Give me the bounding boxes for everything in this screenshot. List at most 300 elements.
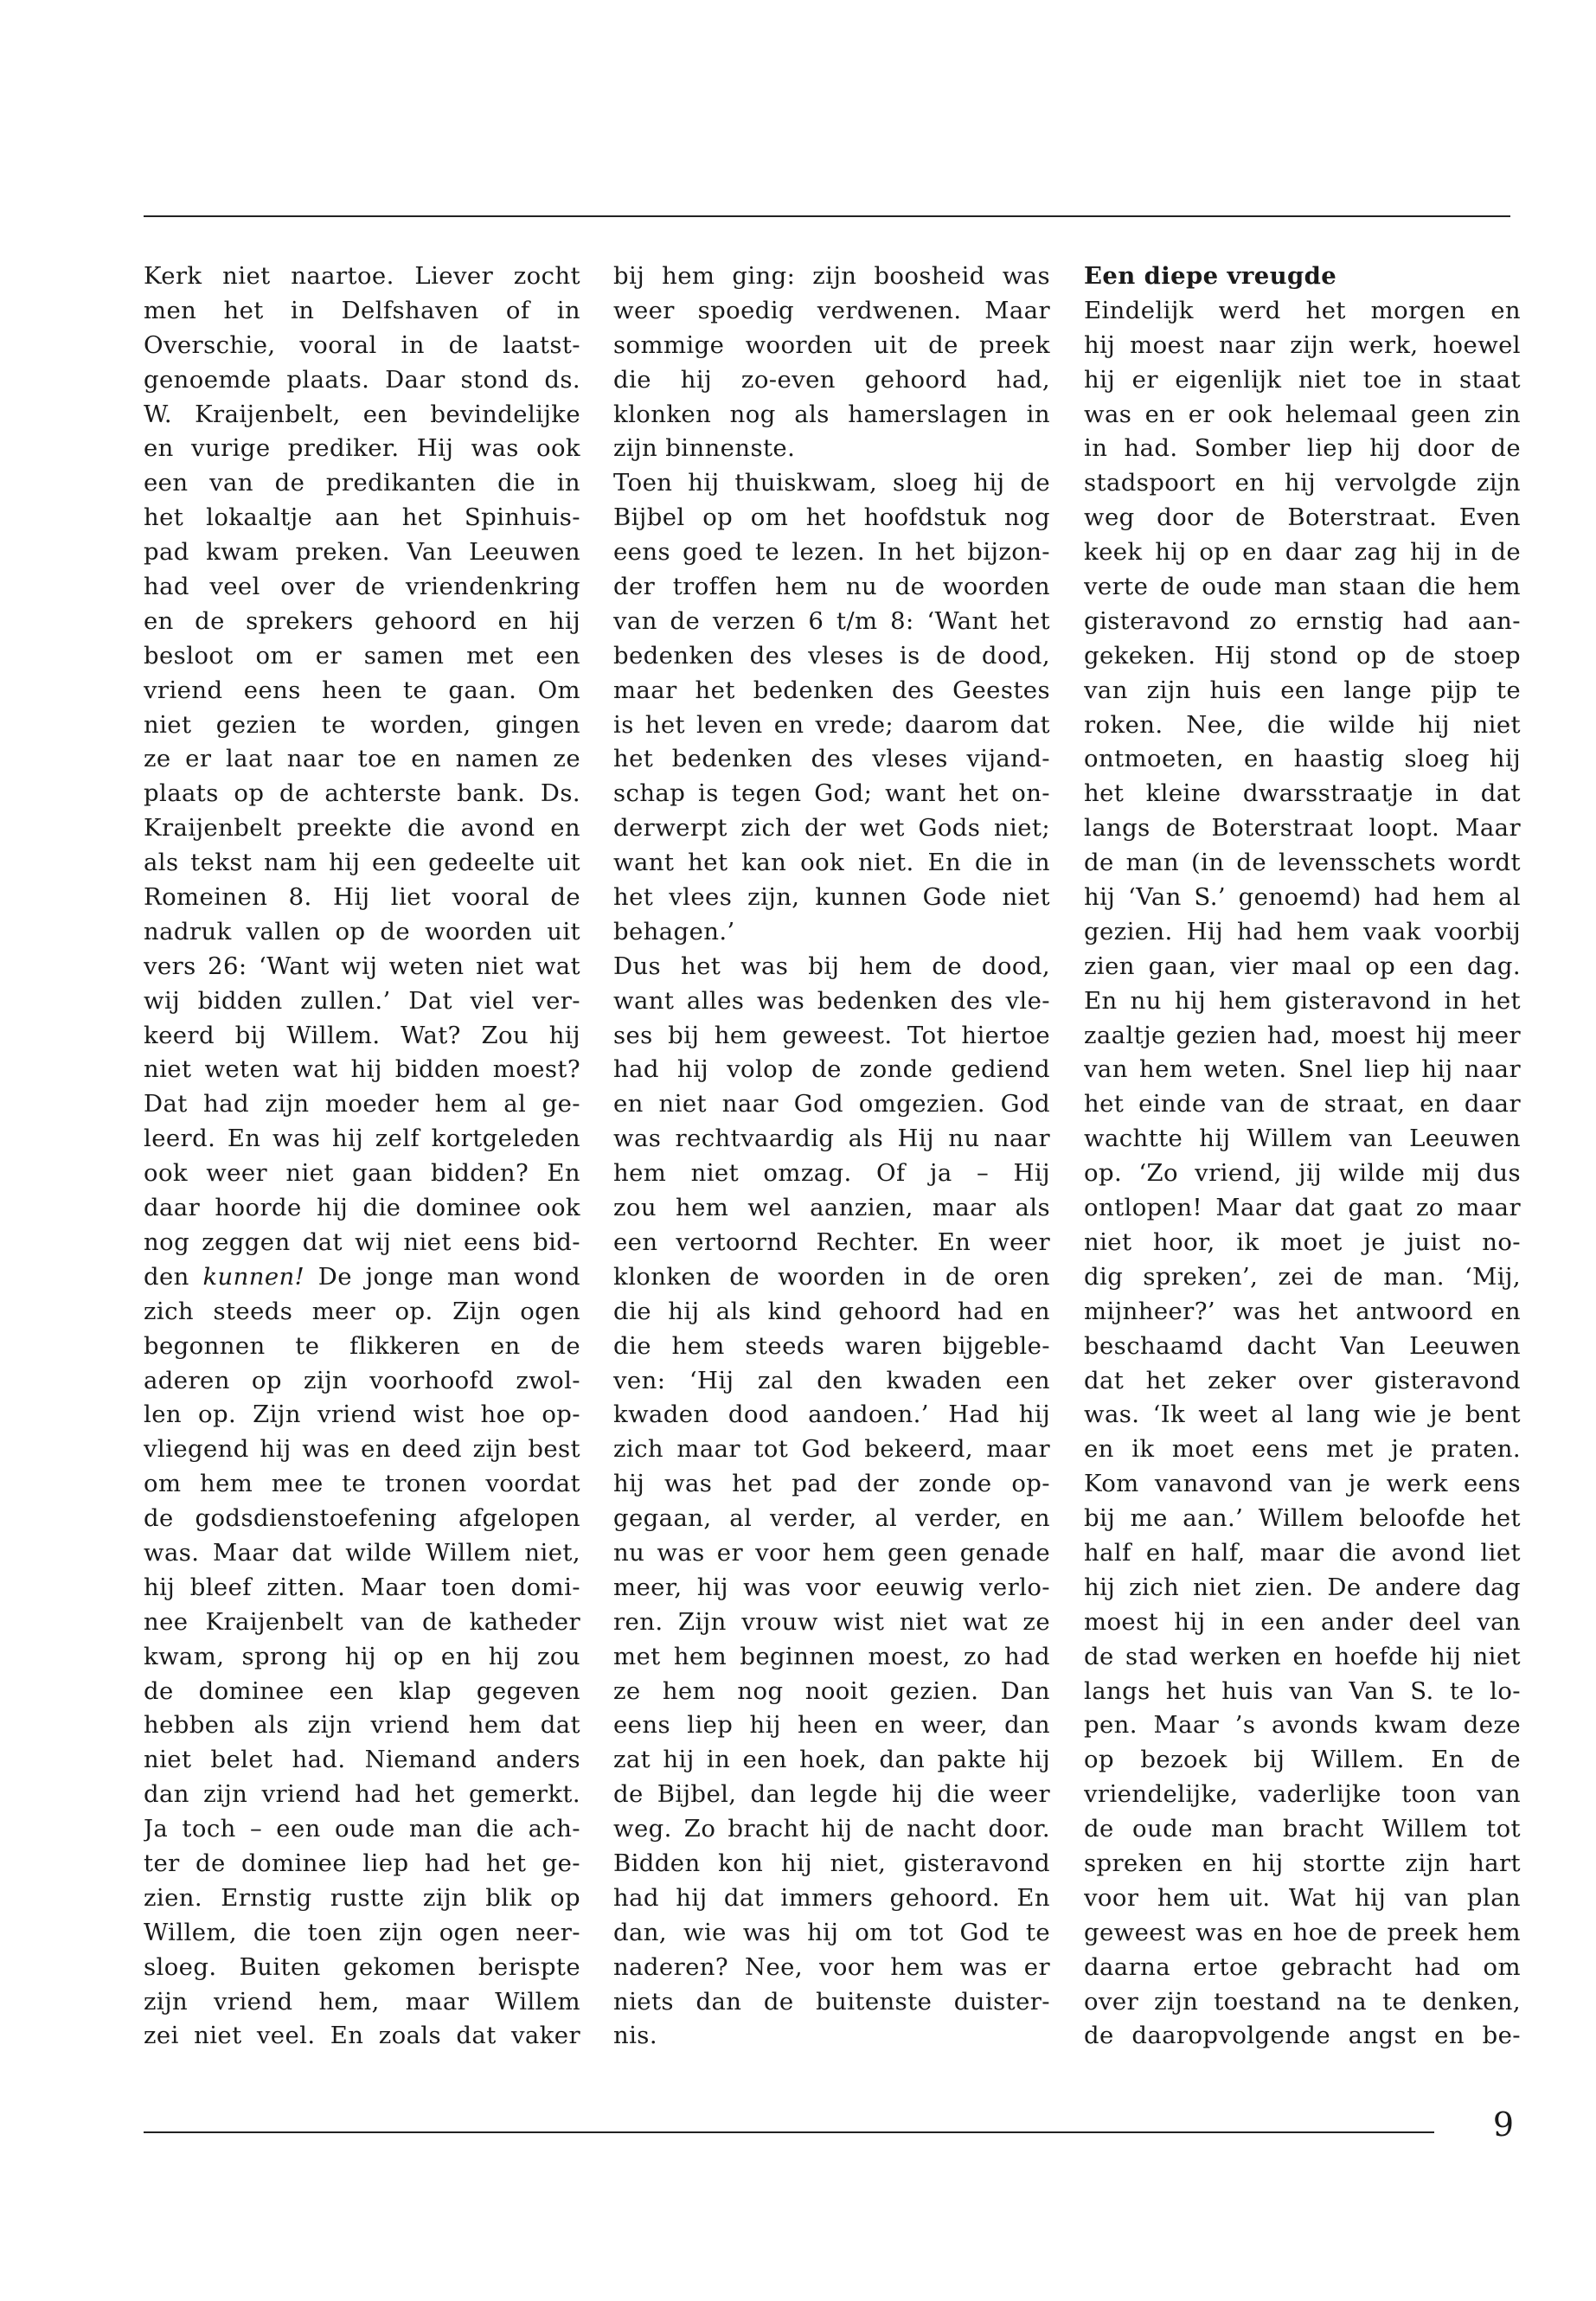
text-run: begonnen te flikkeren en de [144, 1331, 580, 1360]
text-run: hebben als zijn vriend hem dat [144, 1711, 580, 1740]
text-run: nu was er voor hem geen genade [613, 1538, 1050, 1567]
text-line [613, 1951, 1050, 1985]
text-run: hij ‘Van S.’ genoemd) had hem al [1084, 883, 1521, 912]
text-run: want het kan ook niet. En die in [613, 849, 1050, 877]
text-line [613, 1985, 1050, 2020]
text-line [144, 1295, 580, 1330]
text-run: zich maar tot God bekeerd, maar [613, 1435, 1050, 1464]
text-line [613, 1467, 1050, 1502]
text-line [1084, 1019, 1521, 1054]
text-run: gegaan, al verder, al verder, en [613, 1504, 1050, 1533]
text-line [613, 1778, 1050, 1812]
text-run: de godsdienstoefening afgelopen [144, 1504, 580, 1533]
text-line [613, 915, 1050, 950]
text-line [613, 1433, 1050, 1467]
text-line [613, 260, 1050, 294]
text-run: was rechtvaardig als Hij nu naar [613, 1125, 1050, 1153]
text-run: weg. Zo bracht hij de nacht door. [613, 1815, 1050, 1843]
text-run: klonken de woorden in de oren [613, 1262, 1050, 1291]
text-line [1084, 1812, 1521, 1847]
text-run: ontlopen! Maar dat gaat zo maar [1084, 1194, 1521, 1222]
text-line [1084, 811, 1521, 846]
text-run: dat het zeker over gisteravond [1084, 1366, 1521, 1394]
text-line [144, 466, 580, 501]
text-line [1084, 1571, 1521, 1606]
text-line [613, 466, 1050, 501]
text-line [613, 1571, 1050, 1606]
text-run: leerd. En was hij zelf kortgeleden [144, 1125, 580, 1153]
text-line [1084, 1675, 1521, 1709]
text-line [1084, 674, 1521, 708]
text-line [613, 2019, 1050, 2054]
text-line [613, 398, 1050, 433]
text-line [1084, 1743, 1521, 1778]
text-run: der troffen hem nu de woorden [613, 573, 1050, 601]
text-line [144, 1571, 580, 1606]
text-run: derwerpt zich der wet Gods niet; [613, 814, 1050, 843]
text-run: op bezoek bij Willem. En de [1084, 1746, 1521, 1774]
text-run: ontmoeten, en haastig sloeg hij [1084, 745, 1521, 773]
text-line [144, 1364, 580, 1399]
text-line [1084, 398, 1521, 433]
text-line [144, 2019, 580, 2054]
text-line [1084, 1122, 1521, 1157]
text-line [144, 1640, 580, 1675]
text-run: vers 26: ‘Want wij weten niet wat [144, 952, 580, 980]
text-run: len op. Zijn vriend wist hoe op- [144, 1400, 580, 1429]
text-line [144, 294, 580, 329]
top-rule [144, 215, 1510, 217]
text-run: kwaden dood aandoen.’ Had hij [613, 1400, 1050, 1429]
text-run: vriend eens heen te gaan. Om [144, 676, 580, 704]
text-run: Toen hij thuiskwam, sloeg hij de [613, 469, 1050, 497]
text-run: ter de dominee liep had het ge- [144, 1849, 580, 1877]
text-run: eens liep hij heen en weer, dan [613, 1711, 1050, 1740]
text-run: besloot om er samen met een [144, 641, 580, 670]
text-line [1084, 466, 1521, 501]
text-run: bij me aan.’ Willem beloofde het [1084, 1504, 1521, 1533]
text-run: Kerk niet naartoe. Liever zocht [144, 262, 580, 290]
text-run: weg door de Boterstraat. Even [1084, 503, 1521, 532]
text-line [1084, 881, 1521, 915]
text-line [144, 398, 580, 433]
text-run: een vertoornd Rechter. En weer [613, 1227, 1050, 1256]
text-line [144, 777, 580, 811]
text-run: de stad werken en hoefde hij niet [1084, 1642, 1521, 1670]
text-run: Kom vanavond van je werk eens [1084, 1470, 1521, 1498]
text-run: niets dan de buitenste duister- [613, 1987, 1050, 2016]
text-run: Eindelijk werd het morgen en [1084, 296, 1521, 324]
text-run: pen. Maar ’s avonds kwam deze [1084, 1711, 1521, 1740]
text-run: hij bleef zitten. Maar toen domi- [144, 1573, 580, 1601]
text-line [1084, 708, 1521, 743]
text-run: Dat had zijn moeder hem al ge- [144, 1090, 580, 1118]
text-run: vliegend hij was en deed zijn best [144, 1435, 580, 1464]
text-line [1084, 570, 1521, 605]
text-run: voor hem uit. Wat hij van plan [1084, 1883, 1521, 1912]
text-line [613, 1157, 1050, 1191]
text-line [613, 742, 1050, 777]
text-line [1084, 1951, 1521, 1985]
text-run: W. Kraijenbelt, een bevindelijke [144, 400, 580, 428]
text-line [1084, 1708, 1521, 1743]
text-line [144, 1019, 580, 1054]
text-run: hij was het pad der zonde op- [613, 1470, 1050, 1498]
text-line [613, 432, 1050, 466]
text-line [144, 1260, 580, 1295]
text-run: Bijbel op om het hoofdstuk nog [613, 503, 1050, 532]
text-line [144, 984, 580, 1019]
text-line [144, 1606, 580, 1640]
text-line [613, 1260, 1050, 1295]
text-run: was en er ook helemaal geen zin [1084, 400, 1521, 428]
text-run: die hij als kind gehoord had en [613, 1297, 1050, 1325]
text-column-3 [1084, 260, 1521, 2054]
text-line [1084, 1364, 1521, 1399]
text-run: verte de oude man staan die hem [1084, 573, 1521, 601]
text-run: gekeken. Hij stond op de stoep [1084, 641, 1521, 670]
text-line [613, 1708, 1050, 1743]
text-line [1084, 950, 1521, 984]
text-line [1084, 846, 1521, 881]
text-run: niet weten wat hij bidden moest? [144, 1055, 580, 1084]
text-run: niet gezien te worden, gingen [144, 710, 580, 739]
text-line [1084, 1157, 1521, 1191]
text-run: zien. Ernstig rustte zijn blik op [144, 1883, 580, 1912]
text-line [613, 1295, 1050, 1330]
text-run: over zijn toestand na te denken, [1084, 1987, 1521, 2016]
text-run: in had. Somber liep hij door de [1084, 434, 1521, 463]
text-line [613, 501, 1050, 535]
text-line [613, 639, 1050, 674]
text-run: en de sprekers gehoord en hij [144, 606, 580, 635]
text-run: gisteravond zo ernstig had aan- [1084, 606, 1521, 635]
text-line [613, 1536, 1050, 1571]
text-line [1084, 1087, 1521, 1122]
text-run: had veel over de vriendenkring [144, 573, 580, 601]
text-line [1084, 1536, 1521, 1571]
text-line [1084, 1433, 1521, 1467]
text-run: langs het huis van Van S. te lo- [1084, 1676, 1521, 1705]
text-line [613, 1881, 1050, 1916]
text-line [1084, 915, 1521, 950]
text-run: hij moest naar zijn werk, hoewel [1084, 330, 1521, 359]
text-line [613, 1606, 1050, 1640]
text-run: De jonge man wond [304, 1262, 580, 1291]
text-line [144, 1226, 580, 1260]
text-run: op. ‘Zo vriend, jij wilde mij dus [1084, 1159, 1521, 1188]
text-line [613, 605, 1050, 639]
text-run: Ja toch – een oude man die ach- [144, 1815, 580, 1843]
text-run: Dus het was bij hem de dood, [613, 952, 1050, 980]
text-line [1084, 294, 1521, 329]
text-run: de Bijbel, dan legde hij die weer [613, 1780, 1050, 1809]
text-run: wij bidden zullen.’ Dat viel ver- [144, 986, 580, 1015]
text-line [144, 570, 580, 605]
page-number: 9 [1492, 2106, 1514, 2144]
text-run: zat hij in een hoek, dan pakte hij [613, 1746, 1050, 1774]
text-run: dan zijn vriend had het gemerkt. [144, 1780, 580, 1809]
text-line [613, 329, 1050, 363]
text-line [613, 1398, 1050, 1433]
text-line [1084, 1881, 1521, 1916]
text-run: daarna ertoe gebracht had om [1084, 1952, 1521, 1981]
text-line [144, 605, 580, 639]
text-line [1084, 1330, 1521, 1364]
text-line [144, 329, 580, 363]
text-run: nee Kraijenbelt van de katheder [144, 1607, 580, 1636]
text-line [144, 501, 580, 535]
text-run: en niet naar God omgezien. God [613, 1090, 1050, 1118]
text-run: genoemde plaats. Daar stond ds. [144, 365, 580, 394]
text-run: schap is tegen God; want het on- [613, 779, 1050, 808]
text-line [613, 1916, 1050, 1951]
text-line [144, 1847, 580, 1881]
text-run: van hem weten. Snel liep hij naar [1084, 1055, 1521, 1084]
text-line [1084, 1778, 1521, 1812]
text-line [1084, 329, 1521, 363]
text-line [144, 1087, 580, 1122]
text-run: is het leven en vrede; daarom dat [613, 710, 1050, 739]
text-line [613, 294, 1050, 329]
text-run: Overschie, vooral in de laatst- [144, 330, 580, 359]
text-line [1084, 1502, 1521, 1536]
text-line [1084, 1467, 1521, 1502]
text-line [613, 846, 1050, 881]
text-line [144, 1812, 580, 1847]
text-run: Romeinen 8. Hij liet vooral de [144, 883, 580, 912]
text-run: een van de predikanten die in [144, 469, 580, 497]
text-line [144, 260, 580, 294]
text-line [144, 742, 580, 777]
text-line [144, 1053, 580, 1087]
text-line [144, 1675, 580, 1709]
text-line [613, 984, 1050, 1019]
text-line [144, 881, 580, 915]
text-run: de man (in de levensschets wordt [1084, 849, 1521, 877]
text-run: had hij dat immers gehoord. En [613, 1883, 1050, 1912]
text-run: kwam, sprong hij op en hij zou [144, 1642, 580, 1670]
text-line [1084, 1847, 1521, 1881]
text-run: men het in Delfshaven of in [144, 296, 580, 324]
text-run: stadspoort en hij vervolgde zijn [1084, 469, 1521, 497]
text-line [144, 432, 580, 466]
text-line [144, 1398, 580, 1433]
text-run: het einde van de straat, en daar [1084, 1090, 1521, 1118]
text-run: die hij zo-even gehoord had, [613, 365, 1050, 394]
text-run: naderen? Nee, voor hem was er [613, 1952, 1050, 1981]
text-line [144, 915, 580, 950]
text-run: plaats op de achterste bank. Ds. [144, 779, 580, 808]
text-line [613, 1122, 1050, 1157]
text-run: nog zeggen dat wij niet eens bid- [144, 1227, 580, 1256]
text-run: beschaamd dacht Van Leeuwen [1084, 1331, 1521, 1360]
text-run: langs de Boterstraat loopt. Maar [1084, 814, 1521, 843]
text-run: eens goed te lezen. In het bijzon- [613, 538, 1050, 567]
text-line [144, 1536, 580, 1571]
text-line [144, 1122, 580, 1157]
text-run: zaaltje gezien had, moest hij meer [1084, 1021, 1521, 1049]
text-line [613, 1330, 1050, 1364]
text-line [613, 1640, 1050, 1675]
text-line [613, 1743, 1050, 1778]
text-run: keek hij op en daar zag hij in de [1084, 538, 1521, 567]
text-line [1084, 363, 1521, 398]
text-run: moest hij in een ander deel van [1084, 1607, 1521, 1636]
text-line [144, 1778, 580, 1812]
text-line [613, 1019, 1050, 1054]
text-run: meer, hij was voor eeuwig verlo- [613, 1573, 1050, 1601]
text-run: hem niet omzag. Of ja – Hij [613, 1159, 1050, 1188]
text-line [1084, 777, 1521, 811]
text-line [1084, 535, 1521, 570]
text-line [144, 1467, 580, 1502]
text-run: was. ‘Ik weet al lang wie je bent [1084, 1400, 1521, 1429]
text-line [144, 1191, 580, 1226]
text-run: als tekst nam hij een gedeelte uit [144, 849, 580, 877]
text-run: den [144, 1262, 203, 1291]
text-run: daar hoorde hij die dominee ook [144, 1194, 580, 1222]
text-line [144, 811, 580, 846]
text-line [613, 950, 1050, 984]
text-run: wachtte hij Willem van Leeuwen [1084, 1125, 1521, 1153]
text-run: vriendelijke, vaderlijke toon van [1084, 1780, 1521, 1809]
text-line [613, 363, 1050, 398]
text-run: zei niet veel. En zoals dat vaker [144, 2022, 580, 2050]
text-line [144, 1916, 580, 1951]
text-line [613, 1812, 1050, 1847]
text-line [144, 363, 580, 398]
text-run: van zijn huis een lange pijp te [1084, 676, 1521, 704]
text-run: hij er eigenlijk niet toe in staat [1084, 365, 1521, 394]
text-run: ven: ‘Hij zal den kwaden een [613, 1366, 1050, 1394]
text-line [1084, 984, 1521, 1019]
text-column-1 [144, 260, 580, 2054]
text-run: en ik moet eens met je praten. [1084, 1435, 1521, 1464]
text-line [1084, 432, 1521, 466]
text-run: En nu hij hem gisteravond in het [1084, 986, 1521, 1015]
text-run: hij zich niet zien. De andere dag [1084, 1573, 1521, 1601]
text-run: Kraijenbelt preekte die avond en [144, 814, 580, 843]
text-run: nis. [613, 2022, 657, 2050]
text-line [1084, 501, 1521, 535]
text-run: half en half, maar die avond liet [1084, 1538, 1521, 1567]
text-run: niet hoor, ik moet je juist no- [1084, 1227, 1521, 1256]
text-line [144, 1157, 580, 1191]
text-run: de oude man bracht Willem tot [1084, 1815, 1521, 1843]
text-line [1084, 1916, 1521, 1951]
text-run: het lokaaltje aan het Spinhuis- [144, 503, 580, 532]
text-run: mijnheer?’ was het antwoord en [1084, 1297, 1521, 1325]
text-line [1084, 742, 1521, 777]
text-run: zijn vriend hem, maar Willem [144, 1987, 580, 2016]
text-line [144, 1502, 580, 1536]
text-run: aderen op zijn voorhoofd zwol- [144, 1366, 580, 1394]
text-line [144, 1881, 580, 1916]
text-run: de daaropvolgende angst en be- [1084, 2022, 1521, 2050]
text-run: want alles was bedenken des vle- [613, 986, 1050, 1015]
text-run: bij hem ging: zijn boosheid was [613, 262, 1050, 290]
text-line [1084, 605, 1521, 639]
text-line [144, 950, 580, 984]
text-run: dig spreken’, zei de man. ‘Mij, [1084, 1262, 1521, 1291]
text-line [613, 811, 1050, 846]
text-run: en vurige prediker. Hij was ook [144, 434, 580, 463]
text-run: dan, wie was hij om tot God te [613, 1918, 1050, 1946]
text-line [613, 535, 1050, 570]
text-run: ses bij hem geweest. Tot hiertoe [613, 1021, 1050, 1049]
text-line [1084, 639, 1521, 674]
text-line [613, 777, 1050, 811]
text-line [1084, 2019, 1521, 2054]
text-line [613, 1675, 1050, 1709]
text-line [1084, 1260, 1521, 1295]
text-run: pad kwam preken. Van Leeuwen [144, 538, 580, 567]
text-run: Bidden kon hij niet, gisteravond [613, 1849, 1050, 1877]
text-run: zou hem wel aanzien, maar als [613, 1194, 1050, 1222]
text-line [144, 674, 580, 708]
text-run: zich steeds meer op. Zijn ogen [144, 1297, 580, 1325]
text-line [1084, 1191, 1521, 1226]
text-run: klonken nog als hamerslagen in [613, 400, 1050, 428]
text-line [613, 1191, 1050, 1226]
text-run: het bedenken des vleses vijand- [613, 745, 1050, 773]
text-run: was. Maar dat wilde Willem niet, [144, 1538, 580, 1567]
text-run: zien gaan, vier maal op een dag. [1084, 952, 1521, 980]
text-run: om hem mee te tronen voordat [144, 1470, 580, 1498]
text-run: had hij volop de zonde gediend [613, 1055, 1050, 1084]
text-run: keerd bij Willem. Wat? Zou hij [144, 1021, 580, 1049]
text-run: geweest was en hoe de preek hem [1084, 1918, 1521, 1946]
text-line [144, 1743, 580, 1778]
text-line [144, 1951, 580, 1985]
text-run: gezien. Hij had hem vaak voorbij [1084, 917, 1521, 945]
section-heading: Een diepe vreugde [1084, 262, 1337, 290]
text-line [1084, 1226, 1521, 1260]
italic-run: kunnen! [202, 1262, 305, 1291]
bottom-rule [144, 2131, 1434, 2133]
text-line [144, 846, 580, 881]
text-run: die hem steeds waren bijgeble- [613, 1331, 1050, 1360]
text-run: sommige woorden uit de preek [613, 330, 1050, 359]
text-line [613, 570, 1050, 605]
text-line [1084, 1295, 1521, 1330]
text-run: bedenken des vleses is de dood, [613, 641, 1050, 670]
text-run: ook weer niet gaan bidden? En [144, 1159, 580, 1188]
text-line [144, 639, 580, 674]
text-run: nadruk vallen op de woorden uit [144, 917, 580, 945]
text-line [613, 1502, 1050, 1536]
text-run: het kleine dwarsstraatje in dat [1084, 779, 1521, 808]
text-run: niet belet had. Niemand anders [144, 1746, 580, 1774]
text-line [613, 1053, 1050, 1087]
text-column-2 [613, 260, 1050, 2054]
text-run: behagen.’ [613, 917, 735, 945]
text-run: Willem, die toen zijn ogen neer- [144, 1918, 580, 1946]
text-line [144, 1330, 580, 1364]
text-line [1084, 1985, 1521, 2020]
text-run: ren. Zijn vrouw wist niet wat ze [613, 1607, 1050, 1636]
text-run: ze hem nog nooit gezien. Dan [613, 1676, 1050, 1705]
text-line [1084, 1606, 1521, 1640]
text-line [613, 1847, 1050, 1881]
text-line [144, 1433, 580, 1467]
text-line [613, 674, 1050, 708]
text-run: weer spoedig verdwenen. Maar [613, 296, 1050, 324]
text-line [144, 1985, 580, 2020]
text-line [613, 1087, 1050, 1122]
text-line [613, 881, 1050, 915]
